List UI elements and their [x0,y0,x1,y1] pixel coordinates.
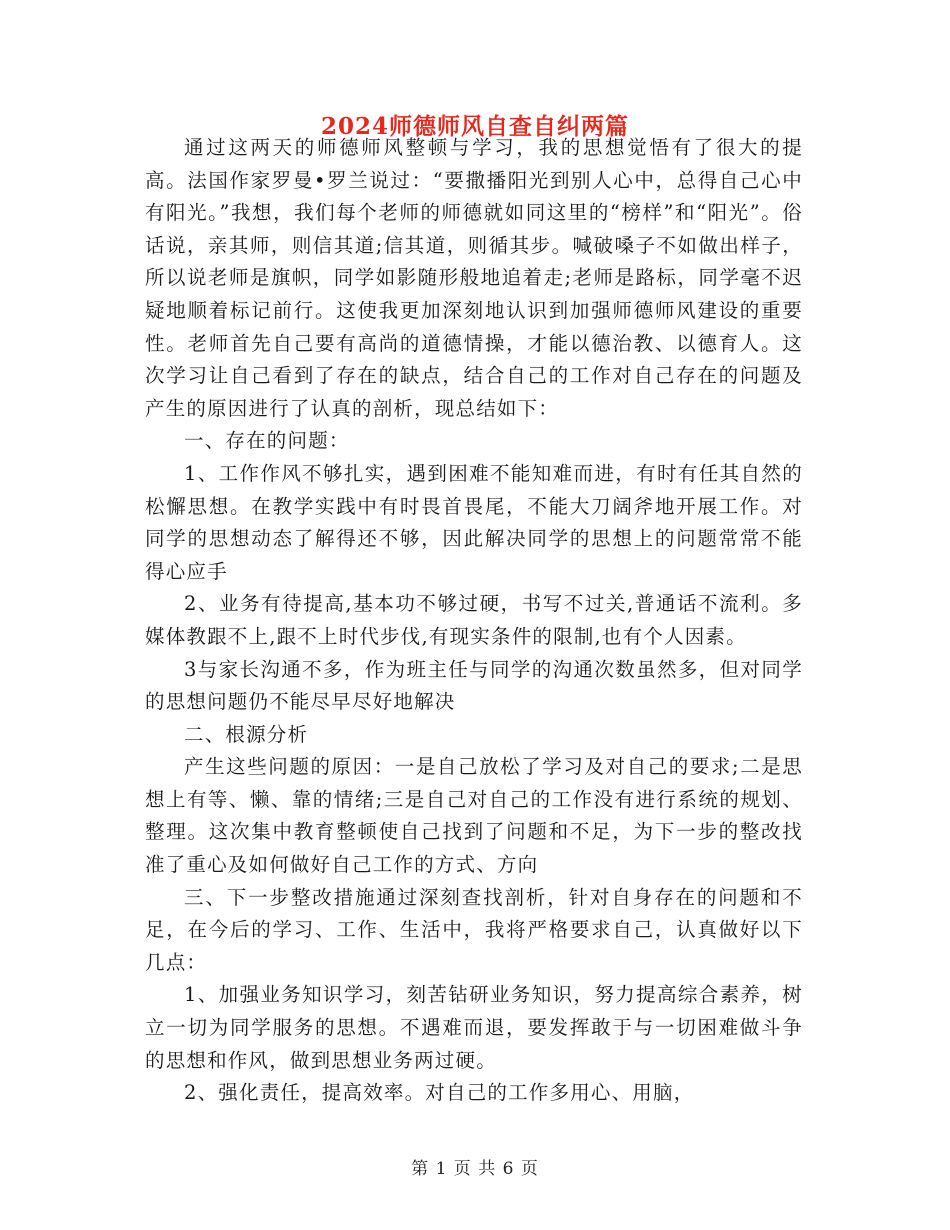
section-heading-problems: 一、存在的问题： [184,429,350,453]
paragraph-problem-1: 1、工作作风不够扎实，遇到困难不能知难而进，有时有任其自然的松懈思想。在教学实践中有时畏首畏尾，不能大刀阔斧地开展工作。对同学的思想动态了解得还不够，因此解决同学的思想上的问题常常不能得心应手 [145,461,803,583]
paragraph-intro: 通过这两天的师德师风整顿与学习，我的思想觉悟有了很大的提高。法国作家罗曼•罗兰说过：“要撒播阳光到别人心中，总得自己心中有阳光。”我想，我们每个老师的师德就如同这里的“榜样”和“阳光”。俗话说，亲其师，则信其道;信其道，则循其步。喊破嗓子不如做出样子，所以说老师是旗帜，同学如影随形般地追着走;老师是路标，同学毫不迟疑地顺着标记前行。这使我更加深刻地认识到加强师德师风建设的重要性。老师首先自己要有高尚的道德情操，才能以德治教、以德育人。这次学习让自己看到了存在的缺点，结合自己的工作对自己存在的问题及产生的原因进行了认真的剖析，现总结如下： [145,136,803,420]
paragraph-measure-1: 1、加强业务知识学习，刻苦钻研业务知识，努力提高综合素养，树立一切为同学服务的思想。不遇难而退，要发挥敢于与一切困难做斗争的思想和作风，做到思想业务两过硬。 [145,983,803,1072]
paragraph-measure-2: 2、强化责任，提高效率。对自己的工作多用心、用脑， [184,1081,695,1105]
paragraph-problem-2: 2、业务有待提高,基本功不够过硬，书写不过关,普通话不流利。多媒体教跟不上,跟不上时代步伐,有现实条件的限制,也有个人因素。 [145,592,803,648]
document-body [145,132,803,1110]
paragraph-measures-intro: 三、下一步整改措施通过深刻查找剖析，针对自身存在的问题和不足，在今后的学习、工作、生活中，我将严格要求自己，认真做好以下几点： [145,885,803,974]
page-number-footer: 第 1 页 共 6 页 [411,1159,539,1179]
paragraph-problem-3: 3与家长沟通不多，作为班主任与同学的沟通次数虽然多，但对同学的思想问题仍不能尽早尽好地解决 [145,657,803,714]
section-heading-root-cause: 二、根源分析 [184,722,309,746]
paragraph-root-cause: 产生这些问题的原因：一是自己放松了学习及对自己的要求;二是思想上有等、懒、靠的情绪;三是自己对自己的工作没有进行系统的规划、整理。这次集中教育整顿使自己找到了问题和不足，为下一步的整改找准了重心及如何做好自己工作的方式、方向 [145,755,803,877]
document-title: 2024师德师风自查自纠两篇 [320,113,629,140]
